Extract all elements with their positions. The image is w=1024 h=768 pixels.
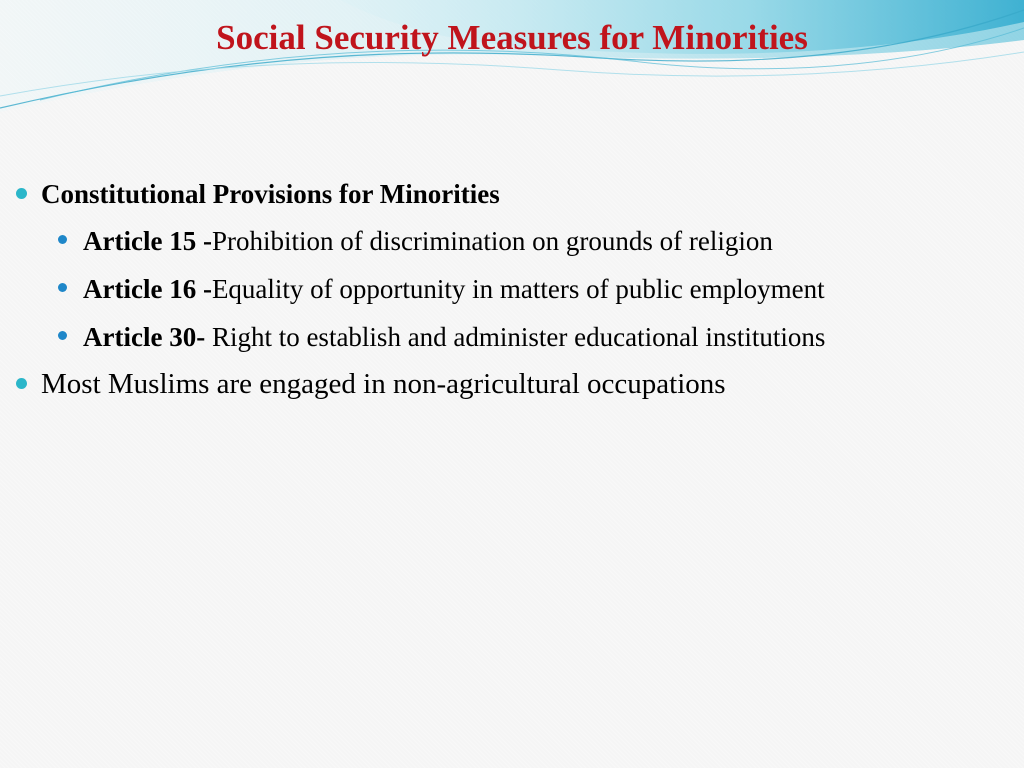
- article-text: Equality of opportunity in matters of public employment: [211, 274, 825, 304]
- bullet-list: [14, 175, 1004, 403]
- article-text: Right to establish and administer educational institutions: [205, 322, 826, 352]
- article-label: Article 30-: [83, 322, 206, 352]
- list-item-constitutional-provisions: [14, 175, 1004, 357]
- article-text: Prohibition of discrimination on grounds of religion: [211, 226, 773, 256]
- page-title: Social Security Measures for Minorities: [216, 18, 808, 57]
- bullet-text: Constitutional Provisions for Minorities: [41, 179, 500, 209]
- article-label: Article 16 -: [83, 274, 212, 304]
- bullet-dot-icon: [58, 283, 67, 292]
- bullet-dot-icon: [58, 235, 67, 244]
- bullet-dot-icon: [16, 378, 27, 389]
- list-item-muslims-occupations: [14, 365, 1004, 403]
- list-item-article-30: [41, 317, 1004, 357]
- slide-content: [14, 175, 1004, 409]
- bullet-dot-icon: [16, 188, 27, 199]
- list-item-article-16: [41, 269, 1004, 309]
- bullet-dot-icon: [58, 331, 67, 340]
- bullet-text: Most Muslims are engaged in non-agricultural occupations: [41, 368, 726, 400]
- list-item-article-15: [41, 221, 1004, 261]
- sub-bullet-list: [41, 221, 1004, 357]
- article-label: Article 15 -: [83, 226, 212, 256]
